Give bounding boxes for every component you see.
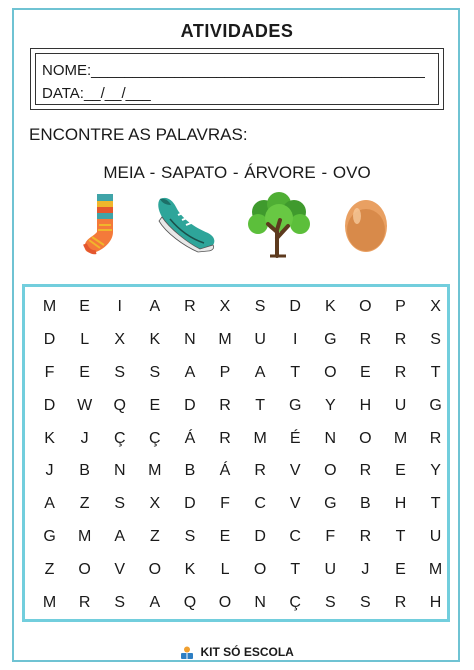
grid-cell[interactable]: R bbox=[359, 331, 372, 349]
grid-cell[interactable]: I bbox=[292, 331, 298, 349]
grid-cell[interactable]: S bbox=[254, 298, 266, 316]
grid-cell[interactable]: D bbox=[43, 396, 56, 414]
grid-cell[interactable]: O bbox=[218, 593, 232, 611]
grid-cell[interactable]: K bbox=[44, 429, 55, 447]
grid-cell[interactable]: K bbox=[149, 331, 161, 349]
grid-cell[interactable]: F bbox=[325, 527, 336, 545]
grid-cell[interactable]: X bbox=[219, 298, 231, 316]
grid-cell[interactable]: M bbox=[148, 462, 162, 480]
name-field[interactable]: NOME:________________________________________ bbox=[42, 62, 425, 79]
word-search-grid bbox=[22, 284, 450, 622]
grid-cell[interactable]: O bbox=[324, 363, 337, 381]
grid-cell[interactable]: Y bbox=[430, 462, 441, 480]
grid-cell[interactable]: T bbox=[395, 527, 406, 545]
grid-cell[interactable]: E bbox=[79, 298, 90, 316]
grid-cell[interactable]: P bbox=[395, 298, 406, 316]
grid-cell[interactable]: H bbox=[429, 593, 442, 611]
grid-cell[interactable]: S bbox=[184, 527, 196, 545]
grid-cell[interactable]: R bbox=[429, 429, 442, 447]
grid-cell[interactable]: J bbox=[80, 429, 89, 447]
grid-cell[interactable]: S bbox=[149, 363, 161, 381]
grid-cell[interactable]: O bbox=[253, 560, 267, 578]
grid-cell[interactable]: E bbox=[395, 462, 406, 480]
grid-cell[interactable]: R bbox=[359, 527, 372, 545]
grid-row bbox=[32, 553, 453, 586]
grid-cell[interactable]: F bbox=[220, 495, 230, 513]
page-title: ATIVIDADES bbox=[180, 21, 294, 41]
grid-cell[interactable]: V bbox=[289, 495, 301, 513]
grid-cell[interactable]: Q bbox=[113, 396, 126, 414]
grid-cell[interactable]: Ç bbox=[289, 593, 301, 611]
tree-icon bbox=[244, 192, 314, 258]
grid-cell[interactable]: E bbox=[219, 527, 231, 545]
grid-cell[interactable]: B bbox=[79, 462, 90, 480]
grid-cell[interactable]: T bbox=[290, 560, 301, 578]
grid-cell[interactable]: O bbox=[324, 462, 337, 480]
grid-cell[interactable]: D bbox=[184, 495, 196, 513]
brand-text: KIT SÓ ESCOLA bbox=[200, 645, 294, 659]
grid-cell[interactable]: L bbox=[220, 560, 230, 578]
grid-cell[interactable]: M bbox=[42, 298, 57, 316]
grid-cell[interactable]: T bbox=[430, 363, 441, 381]
grid-cell[interactable]: M bbox=[77, 527, 92, 545]
grid-cell[interactable]: V bbox=[289, 462, 301, 480]
grid-cell[interactable]: D bbox=[43, 331, 56, 349]
grid-cell[interactable]: N bbox=[254, 593, 266, 611]
grid-cell[interactable]: K bbox=[324, 298, 336, 316]
grid-cell[interactable]: R bbox=[219, 396, 231, 414]
grid-cell[interactable]: A bbox=[254, 363, 266, 381]
grid-cell[interactable]: R bbox=[78, 593, 91, 611]
grid-cell[interactable]: B bbox=[184, 462, 196, 480]
grid-cell[interactable]: Y bbox=[324, 396, 336, 414]
grid-cell[interactable]: J bbox=[45, 462, 54, 480]
grid-cell[interactable]: M bbox=[253, 429, 267, 447]
grid-cell[interactable]: M bbox=[393, 429, 408, 447]
grid-cell[interactable]: M bbox=[428, 560, 443, 578]
grid-cell[interactable]: Q bbox=[183, 593, 197, 611]
grid-cell[interactable]: L bbox=[80, 331, 90, 349]
sneaker-icon bbox=[156, 195, 218, 253]
info-box-inner bbox=[35, 53, 439, 105]
grid-cell[interactable]: R bbox=[394, 363, 407, 381]
grid-cell[interactable]: J bbox=[361, 560, 370, 578]
grid-cell[interactable]: U bbox=[324, 560, 337, 578]
grid-cell[interactable]: E bbox=[149, 396, 161, 414]
grid-row bbox=[32, 586, 453, 619]
grid-cell[interactable]: O bbox=[359, 298, 372, 316]
grid-cell[interactable]: B bbox=[360, 495, 371, 513]
grid-cell[interactable]: A bbox=[149, 298, 161, 316]
grid-cell[interactable]: T bbox=[430, 495, 441, 513]
grid-cell[interactable]: O bbox=[148, 560, 162, 578]
grid-row bbox=[32, 291, 453, 324]
grid-row bbox=[32, 455, 453, 488]
grid-cell[interactable]: W bbox=[77, 396, 93, 414]
grid-cell[interactable]: N bbox=[184, 331, 196, 349]
grid-cell[interactable]: X bbox=[430, 298, 441, 316]
grid-cell[interactable]: E bbox=[360, 363, 371, 381]
grid-cell[interactable]: S bbox=[360, 593, 371, 611]
grid-cell[interactable]: D bbox=[254, 527, 266, 545]
grid-cell[interactable]: R bbox=[184, 298, 196, 316]
sock-icon bbox=[80, 192, 124, 256]
grid-cell[interactable]: A bbox=[114, 527, 126, 545]
grid-cell[interactable]: F bbox=[44, 363, 55, 381]
grid-cell[interactable]: X bbox=[114, 331, 126, 349]
grid-cell[interactable]: T bbox=[255, 396, 265, 414]
grid-cell[interactable]: R bbox=[254, 462, 266, 480]
grid-cell[interactable]: M bbox=[42, 593, 57, 611]
grid-cell[interactable]: O bbox=[359, 429, 372, 447]
grid-cell[interactable]: U bbox=[429, 527, 442, 545]
grid-row bbox=[32, 324, 453, 357]
grid-cell[interactable]: A bbox=[149, 593, 161, 611]
grid-cell[interactable]: O bbox=[78, 560, 91, 578]
grid-cell[interactable]: S bbox=[430, 331, 441, 349]
grid-cell[interactable]: G bbox=[43, 527, 56, 545]
grid-cell[interactable]: S bbox=[114, 593, 126, 611]
grid-cell[interactable]: U bbox=[254, 331, 266, 349]
book-icon bbox=[180, 646, 194, 660]
grid-cell[interactable]: R bbox=[219, 429, 231, 447]
egg-icon bbox=[343, 194, 389, 254]
grid-cell[interactable]: É bbox=[289, 429, 301, 447]
brand-logo bbox=[0, 645, 474, 660]
grid-cell[interactable]: P bbox=[219, 363, 231, 381]
grid-row bbox=[32, 422, 453, 455]
grid-cell[interactable]: N bbox=[324, 429, 337, 447]
grid-cell[interactable]: V bbox=[114, 560, 126, 578]
grid-cell[interactable]: T bbox=[290, 363, 301, 381]
grid-cell[interactable]: Ç bbox=[113, 429, 126, 447]
grid-cell[interactable]: R bbox=[394, 593, 407, 611]
grid-cell[interactable]: R bbox=[394, 331, 407, 349]
grid-cell[interactable]: S bbox=[114, 495, 126, 513]
grid-cell[interactable]: K bbox=[184, 560, 196, 578]
grid-cell[interactable]: E bbox=[395, 560, 406, 578]
grid-cell[interactable]: Á bbox=[184, 429, 196, 447]
grid-cell[interactable]: N bbox=[113, 462, 126, 480]
grid-cell[interactable]: G bbox=[324, 331, 337, 349]
grid-cell[interactable]: Z bbox=[44, 560, 55, 578]
grid-cell[interactable]: G bbox=[429, 396, 442, 414]
grid-cell[interactable]: Z bbox=[149, 527, 160, 545]
grid-cell[interactable]: H bbox=[359, 396, 372, 414]
grid-cell[interactable]: C bbox=[289, 527, 301, 545]
grid-cell[interactable]: M bbox=[218, 331, 232, 349]
grid-row bbox=[32, 389, 453, 422]
instruction-text: ENCONTRE AS PALAVRAS: bbox=[29, 125, 248, 144]
grid-cell[interactable]: Ç bbox=[149, 429, 161, 447]
grid-cell[interactable]: U bbox=[394, 396, 407, 414]
grid-cell[interactable]: R bbox=[359, 462, 372, 480]
grid-cell[interactable]: G bbox=[324, 495, 337, 513]
grid-cell[interactable]: D bbox=[289, 298, 301, 316]
grid-cell[interactable]: G bbox=[288, 396, 302, 414]
grid-cell[interactable]: A bbox=[184, 363, 196, 381]
grid-cell[interactable]: Á bbox=[219, 462, 231, 480]
grid-row bbox=[32, 521, 453, 554]
word-list: MEIA - SAPATO - ÁRVORE - OVO bbox=[103, 163, 371, 182]
info-box bbox=[30, 48, 444, 110]
grid-row bbox=[32, 357, 453, 390]
grid-cell[interactable]: C bbox=[254, 495, 266, 513]
grid-cell[interactable]: H bbox=[394, 495, 407, 513]
grid-cell[interactable]: S bbox=[114, 363, 126, 381]
grid-cell[interactable]: I bbox=[117, 298, 122, 316]
grid-cell[interactable]: S bbox=[324, 593, 336, 611]
grid-cell[interactable]: Z bbox=[79, 495, 90, 513]
grid-cell[interactable]: D bbox=[184, 396, 196, 414]
date-field[interactable]: DATA:__/__/___ bbox=[42, 85, 151, 102]
grid-cell[interactable]: E bbox=[79, 363, 90, 381]
grid-cell[interactable]: A bbox=[44, 495, 55, 513]
letter-grid bbox=[32, 291, 453, 619]
grid-cell[interactable]: X bbox=[149, 495, 161, 513]
grid-row bbox=[32, 488, 453, 521]
